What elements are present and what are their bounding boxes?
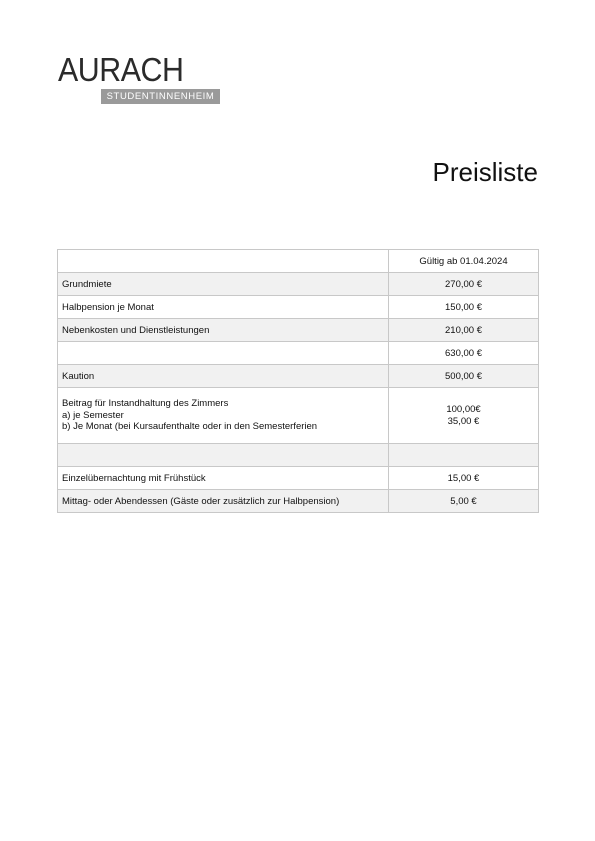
row-desc	[58, 444, 389, 467]
price-table	[57, 249, 539, 513]
table-row	[58, 296, 539, 319]
instandhaltung-item-b: b) Je Monat (bei Kursaufenthalte oder in den Semesterferien	[62, 421, 318, 433]
row-desc: Grundmiete	[58, 273, 389, 296]
instandhaltung-value-a: 100,00€	[446, 404, 481, 415]
table-row	[58, 365, 539, 388]
row-price-total: 630,00 €	[389, 342, 539, 365]
row-price: 210,00 €	[389, 319, 539, 342]
row-price: 270,00 €	[389, 273, 539, 296]
table-row	[58, 490, 539, 513]
header-desc-cell	[58, 250, 389, 273]
row-desc: Kaution	[58, 365, 389, 388]
table-row-instandhaltung	[58, 388, 539, 444]
row-price: 15,00 €	[389, 467, 539, 490]
table-row	[58, 273, 539, 296]
table-row-empty	[58, 444, 539, 467]
row-price: 5,00 €	[389, 490, 539, 513]
row-desc: Nebenkosten und Dienstleistungen	[58, 319, 389, 342]
page-title: Preisliste	[432, 157, 538, 187]
table-row	[58, 467, 539, 490]
row-price	[389, 444, 539, 467]
logo-subtitle: STUDENTINNENHEIM	[101, 89, 220, 104]
row-desc: Einzelübernachtung mit Frühstück	[58, 467, 389, 490]
header-valid-from-cell: Gültig ab 01.04.2024	[389, 250, 539, 273]
logo-name: AURACH	[58, 51, 184, 88]
instandhaltung-value-b: 35,00 €	[447, 415, 480, 427]
table-header-row	[58, 250, 539, 273]
instandhaltung-values	[389, 388, 539, 444]
instandhaltung-desc	[58, 388, 389, 444]
row-price: 150,00 €	[389, 296, 539, 319]
table-row-total	[58, 342, 539, 365]
row-desc: Halbpension je Monat	[58, 296, 389, 319]
logo	[58, 51, 220, 102]
row-desc	[58, 342, 389, 365]
row-desc: Mittag- oder Abendessen (Gäste oder zusätzlich zur Halbpension)	[58, 490, 389, 513]
instandhaltung-title: Beitrag für Instandhaltung des Zimmers	[62, 398, 229, 410]
instandhaltung-item-a: a) je Semester	[62, 409, 124, 421]
table-row	[58, 319, 539, 342]
row-price: 500,00 €	[389, 365, 539, 388]
